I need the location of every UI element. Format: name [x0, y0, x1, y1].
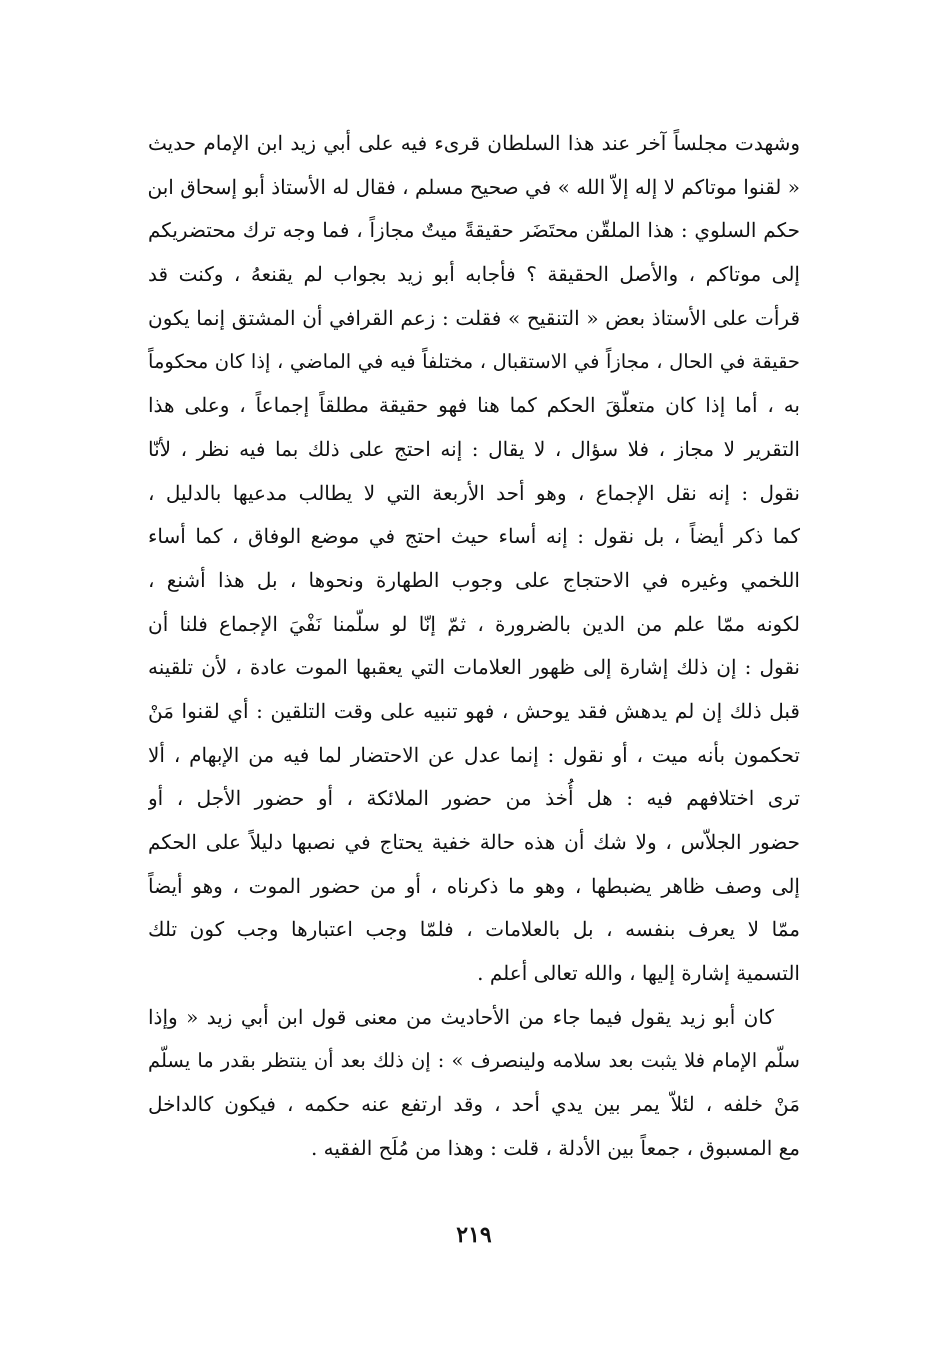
text-line: مع المسبوق ، جمعاً بين الأدلة ، قلت : وهذا من مُلَح الفقيه . — [310, 1135, 800, 1160]
text-line: اللخمي وغيره في الاحتجاج على وجوب الطهارة ونحوها ، بل هذا أشنع ، — [148, 567, 800, 592]
text-line: قبل ذلك إن لم يدهش فقد يوحش ، فهو تنبيه على وقت التلقين : أي لقنوا مَنْ — [148, 698, 800, 723]
text-line: قرأت على الأستاذ بعض « التنقيح » فقلت : زعم القرافي أن المشتق إنما يكون — [148, 305, 800, 330]
text-line: وشهدت مجلساً آخر عند هذا السلطان قرىء فيه على أبي زيد ابن الإمام حديث — [148, 131, 800, 155]
text-line: ترى اختلافهم فيه : هل أُخذ من حضور الملائكة ، أو حضور الأجل ، أو — [148, 786, 800, 811]
page-number: ٢١٩ — [456, 1222, 492, 1248]
text-line: التقرير لا مجاز ، فلا سؤال ، لا يقال : إنه احتج على ذلك بما فيه نظر ، لأنّا — [148, 436, 800, 461]
text-line: سلّم الإمام فلا يثبت بعد سلامه ولينصرف » : إن ذلك بعد أن ينتظر بقدر ما يسلّم — [148, 1049, 800, 1073]
text-line: التسمية إشارة إليها ، والله تعالى أعلم . — [477, 961, 800, 986]
text-line: لكونه ممّا علم من الدين بالضرورة ، ثمّ إنّا لو سلّمنا نَفْيَ الإجماع فلنا أن — [148, 611, 800, 636]
text-line: نقول : إن ذلك إشارة إلى ظهور العلامات التي يعقبها الموت عادة ، لأن تلقينه — [148, 655, 800, 680]
text-line: حضور الجلاّس ، ولا شك أن هذه حالة خفية يحتاج في نصبها دليلاً على الحكم — [148, 830, 800, 854]
text-line: حكم السلوي : هذا الملقّن محتَضَر حقيقةً ميتٌ مجازاً ، فما وجه ترك محتضريكم — [148, 218, 800, 243]
text-line: ممّا لا يعرف بنفسه ، بل بالعلامات ، فلمّا وجب اعتبارها وجب كون تلك — [148, 917, 800, 942]
text-line: به ، أما إذا كان متعلّقَ الحكم كما هنا فهو حقيقة مطلقاً إجماعاً ، وعلى هذا — [148, 393, 800, 418]
text-line: حقيقة في الحال ، مجازاً في الاستقبال ، مختلفاً فيه في الماضي ، إذا كان محكوماً — [148, 350, 800, 374]
text-line: إلى موتاكم ، والأصل الحقيقة ؟ فأجابه أبو زيد بجواب لم يقنعهُ ، وكنت قد — [148, 262, 800, 287]
text-line: « لقنوا موتاكم لا إله إلاّ الله » في صحيح مسلم ، فقال له الأستاذ أبو إسحاق ابن — [148, 174, 800, 199]
text-line: نقول : إنه نقل الإجماع ، وهو أحد الأربعة التي لا يطالب مدعيها بالدليل ، — [148, 480, 800, 505]
body-text — [148, 122, 800, 1171]
text-line: كما ذكر أيضاً ، بل نقول : إنه أساء حيث احتج في موضع الوفاق ، كما أساء — [148, 524, 800, 549]
text-line: تحكمون بأنه ميت ، أو نقول : إنما عدل عن الاحتضار لما فيه من الإبهام ، ألا — [148, 742, 800, 767]
text-line: إلى وصف ظاهر يضبطها ، وهو ما ذكرناه ، أو من حضور الموت ، وهو أيضاً — [148, 873, 800, 898]
text-line: كان أبو زيد يقول فيما جاء من الأحاديث من معنى قول ابن أبي زيد « وإذا — [148, 1004, 774, 1029]
text-line: مَنْ خلفه ، لئلاّ يمر بين يدي أحد ، وقد ارتفع عنه حكمه ، فيكون كالداخل — [148, 1092, 800, 1117]
